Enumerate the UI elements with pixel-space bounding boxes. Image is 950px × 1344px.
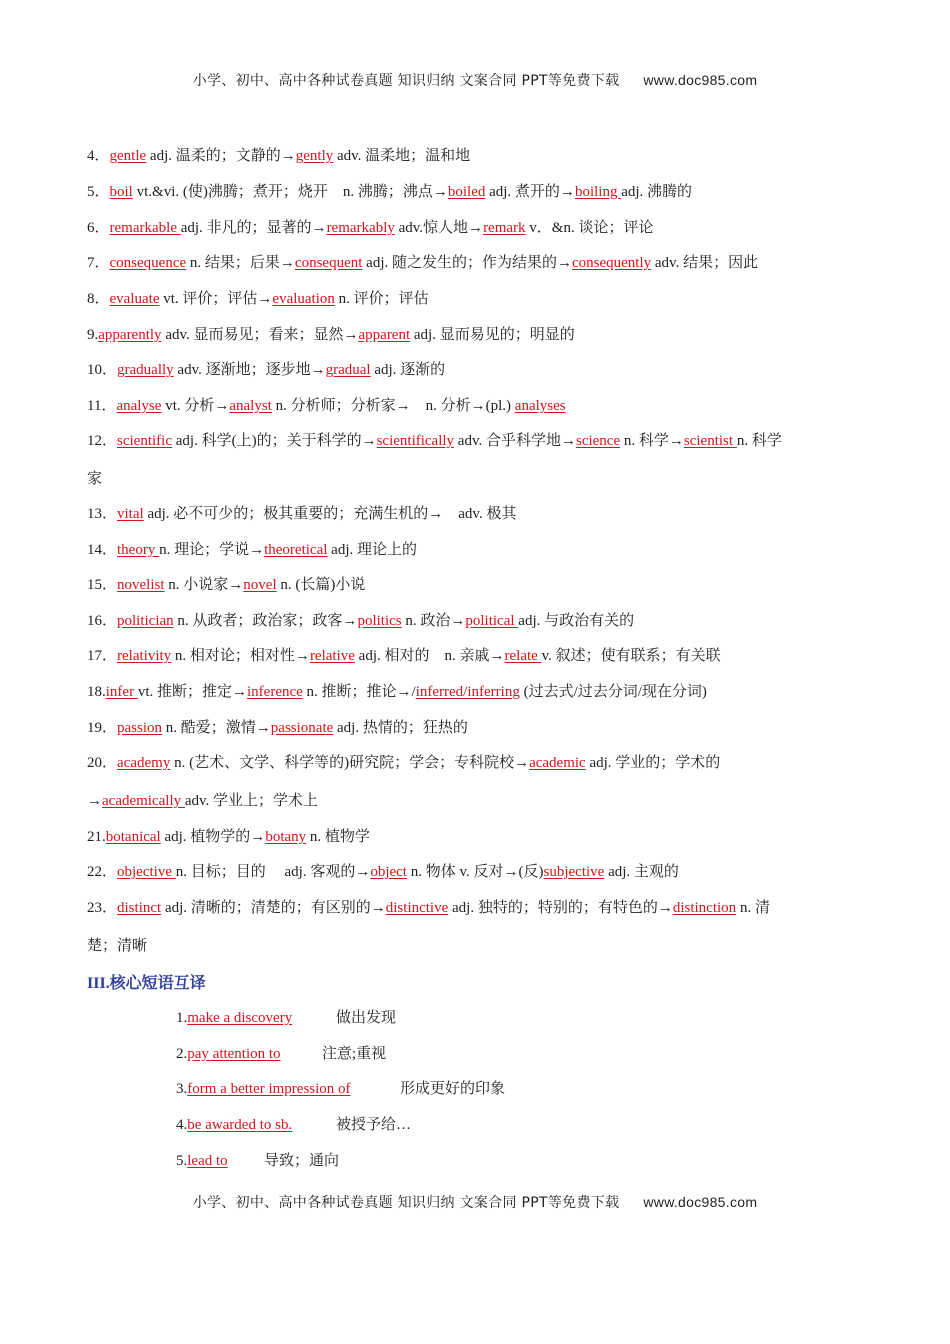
answer-word: remarkably: [326, 220, 395, 236]
phrase-chinese: 做出发现: [336, 1010, 397, 1026]
vocab-line: [87, 718, 468, 738]
answer-word: academically: [102, 793, 185, 809]
answer-word: relate: [504, 648, 542, 664]
line-text: 19．: [87, 720, 118, 736]
answer-word: consequent: [294, 255, 363, 271]
line-text: adv. 合乎科学地→: [454, 433, 576, 449]
answer-word: analyse: [116, 398, 162, 414]
line-text: adj. 随之发生的；作为结果的→: [362, 255, 572, 271]
vocab-line: [87, 753, 720, 773]
vocab-line: [87, 146, 470, 166]
line-text: adj. 科学(上)的；关于科学的→: [172, 433, 377, 449]
line-text: (过去式/过去分词/现在分词): [519, 684, 707, 700]
footer-text: 小学、初中、高中各种试卷真题 知识归纳 文案合同 PPT等免费下载: [192, 1195, 620, 1211]
answer-word: gentle: [109, 148, 147, 164]
line-text: n. 政治→: [401, 613, 466, 629]
answer-word: analyses: [514, 398, 566, 414]
line-text: adv. 温柔地；温和地: [333, 148, 471, 164]
phrase-number: 3.: [176, 1081, 188, 1097]
line-text: adj. 热情的；狂热的: [333, 720, 468, 736]
line-text: 20．: [87, 755, 118, 771]
phrase-number: 2.: [176, 1046, 188, 1062]
answer-word: gently: [295, 148, 334, 164]
line-text: vt. 分析→: [161, 398, 230, 414]
line-text: adj. 煮开的→: [485, 184, 575, 200]
line-text: 6．: [87, 220, 110, 236]
vocab-line: [87, 360, 445, 380]
phrase-number: 5.: [176, 1153, 188, 1169]
answer-word: academic: [529, 755, 586, 771]
section-heading: III.核心短语互译: [87, 975, 206, 992]
answer-word: boil: [109, 184, 133, 200]
page-header: [0, 70, 950, 90]
line-text: vt. 推断；推定→: [137, 684, 247, 700]
line-text: n. 酷爱；激情→: [162, 720, 271, 736]
vocab-line: [87, 540, 417, 560]
line-text: 15．: [87, 577, 118, 593]
answer-word: analyst: [229, 398, 272, 414]
phrase-english: lead to: [187, 1153, 228, 1169]
line-text: adv. 学业上；学术上: [184, 793, 319, 809]
answer-word: politician: [117, 613, 174, 629]
line-text: 4．: [87, 148, 110, 164]
phrase-english: be awarded to sb.: [187, 1117, 293, 1133]
answer-word: inferred/inferring: [415, 684, 520, 700]
vocab-line: [87, 504, 516, 524]
vocab-line: [87, 469, 102, 489]
phrase-english: form a better impression of: [187, 1081, 351, 1097]
line-text: n. 推断；推论→/: [302, 684, 416, 700]
phrase-item: [176, 1008, 397, 1028]
answer-word: remark: [483, 220, 526, 236]
phrase-english: pay attention to: [187, 1046, 281, 1062]
answer-word: distinction: [672, 900, 737, 916]
answer-word: object: [370, 864, 407, 880]
line-text: 16．: [87, 613, 118, 629]
line-text: vt.&vi. (使)沸腾；煮开；烧开 n. 沸腾；沸点→: [132, 184, 448, 200]
line-text: adj. 逐渐的: [370, 362, 446, 378]
line-text: adj. 温柔的；文静的→: [146, 148, 296, 164]
phrase-item: [176, 1151, 340, 1171]
answer-word: political: [465, 613, 519, 629]
answer-word: subjective: [543, 864, 605, 880]
vocab-line: [87, 253, 758, 273]
phrase-chinese: 注意;重视: [322, 1046, 387, 1062]
answer-word: remarkable: [109, 220, 181, 236]
phrase-chinese: 导致；通向: [264, 1153, 340, 1169]
answer-word: botany: [265, 829, 307, 845]
answer-word: academy: [117, 755, 171, 771]
vocab-line: [87, 682, 707, 702]
vocab-line: [87, 431, 782, 451]
line-text: n. 结果；后果→: [186, 255, 295, 271]
line-text: adv. 显而易见；看来；显然→: [161, 327, 359, 343]
line-text: n. (艺术、文学、科学等的)研究院；学会；专科院校→: [170, 755, 530, 771]
phrase-chinese: 形成更好的印象: [400, 1081, 506, 1097]
line-text: adj. 主观的: [604, 864, 679, 880]
vocab-line: [87, 611, 634, 631]
line-text: n. 植物学: [306, 829, 370, 845]
line-text: v．&n. 谈论；评论: [525, 220, 654, 236]
answer-word: gradually: [117, 362, 174, 378]
answer-word: distinct: [117, 900, 162, 916]
line-text: 8．: [87, 291, 110, 307]
line-text: adv. 逐渐地；逐步地→: [173, 362, 326, 378]
answer-word: relativity: [117, 648, 172, 664]
phrase-item: [176, 1079, 506, 1099]
line-text: n. 科学: [736, 433, 782, 449]
line-text: adj. 独特的；特别的；有特色的→: [448, 900, 673, 916]
vocab-line: [87, 898, 770, 918]
vocab-line: [87, 646, 721, 666]
vocab-line: [87, 325, 575, 345]
line-text: n. (长篇)小说: [276, 577, 366, 593]
answer-word: scientist: [683, 433, 737, 449]
line-text: adj. 非凡的；显著的→: [180, 220, 327, 236]
answer-word: gradual: [325, 362, 371, 378]
answer-word: novel: [243, 577, 277, 593]
line-text: 12．: [87, 433, 118, 449]
line-text: 14．: [87, 542, 118, 558]
answer-word: boiled: [447, 184, 486, 200]
line-text: n. 理论；学说→: [159, 542, 265, 558]
answer-word: evaluate: [109, 291, 160, 307]
vocab-line: [87, 218, 653, 238]
line-text: n. 分析师；分析家→ n. 分析→(pl.): [271, 398, 515, 414]
phrase-english: make a discovery: [187, 1010, 293, 1026]
phrase-item: [176, 1115, 412, 1135]
line-text: n. 物体 v. 反对→(反): [406, 864, 544, 880]
line-text: 9.: [87, 327, 99, 343]
line-text: n. 评价；评估: [334, 291, 429, 307]
line-text: n. 从政者；政治家；政客→: [173, 613, 358, 629]
line-text: →: [87, 793, 102, 809]
answer-word: politics: [357, 613, 402, 629]
line-text: 22．: [87, 864, 118, 880]
vocab-line: [87, 289, 429, 309]
line-text: 11．: [87, 398, 117, 414]
answer-word: scientifically: [376, 433, 455, 449]
line-text: adj. 相对的 n. 亲戚→: [354, 648, 505, 664]
answer-word: relative: [309, 648, 355, 664]
vocab-line: [87, 182, 692, 202]
line-text: 23．: [87, 900, 118, 916]
answer-word: vital: [117, 506, 144, 522]
phrase-chinese: 被授予给…: [336, 1117, 412, 1133]
line-text: 7．: [87, 255, 110, 271]
line-text: n. 科学→: [620, 433, 684, 449]
header-site: www.doc985.com: [643, 72, 758, 88]
line-text: 楚；清晰: [87, 938, 148, 954]
phrase-number: 1.: [176, 1010, 188, 1026]
line-text: 21.: [87, 829, 106, 845]
answer-word: objective: [117, 864, 176, 880]
line-text: n. 目标；目的 adj. 客观的→: [175, 864, 371, 880]
header-text: 小学、初中、高中各种试卷真题 知识归纳 文案合同 PPT等免费下载: [192, 73, 620, 89]
line-text: adv.惊人地→: [394, 220, 484, 236]
answer-word: evaluation: [272, 291, 335, 307]
answer-word: distinctive: [385, 900, 449, 916]
line-text: 5．: [87, 184, 110, 200]
answer-word: consequently: [571, 255, 652, 271]
line-text: adj. 沸腾的: [621, 184, 693, 200]
answer-word: inference: [247, 684, 303, 700]
answer-word: science: [575, 433, 621, 449]
answer-word: scientific: [117, 433, 172, 449]
line-text: n. 相对论；相对性→: [171, 648, 310, 664]
answer-word: passionate: [270, 720, 334, 736]
answer-word: apparently: [98, 327, 162, 343]
answer-word: botanical: [105, 829, 161, 845]
line-text: vt. 评价；评估→: [159, 291, 273, 307]
line-text: adj. 显而易见的；明显的: [410, 327, 575, 343]
line-text: adj. 清晰的；清楚的；有区别的→: [161, 900, 386, 916]
answer-word: infer: [105, 684, 138, 700]
answer-word: apparent: [358, 327, 411, 343]
phrase-number: 4.: [176, 1117, 188, 1133]
line-text: 18.: [87, 684, 106, 700]
footer-site: www.doc985.com: [643, 1194, 758, 1210]
vocab-line: [87, 936, 147, 956]
answer-word: passion: [117, 720, 163, 736]
answer-word: theoretical: [264, 542, 328, 558]
line-text: 13．: [87, 506, 118, 522]
phrase-item: [176, 1044, 387, 1064]
line-text: adj. 学业的；学术的: [585, 755, 721, 771]
line-text: adj. 必不可少的；极其重要的；充满生机的→ adv. 极其: [143, 506, 517, 522]
line-text: n. 小说家→: [164, 577, 244, 593]
line-text: 10．: [87, 362, 118, 378]
line-text: 17．: [87, 648, 118, 664]
line-text: adj. 与政治有关的: [518, 613, 635, 629]
vocab-line: [87, 396, 566, 416]
line-text: adv. 结果；因此: [651, 255, 759, 271]
vocab-line: [87, 862, 679, 882]
page-footer: [0, 1192, 950, 1212]
answer-word: boiling: [574, 184, 622, 200]
line-text: n. 清: [736, 900, 770, 916]
answer-word: consequence: [109, 255, 187, 271]
vocab-line: [87, 791, 318, 811]
answer-word: novelist: [117, 577, 165, 593]
vocab-line: [87, 827, 370, 847]
line-text: adj. 理论上的: [327, 542, 417, 558]
line-text: adj. 植物学的→: [160, 829, 266, 845]
line-text: 家: [87, 471, 103, 487]
answer-word: theory: [117, 542, 160, 558]
vocab-line: [87, 575, 365, 595]
line-text: v. 叙述；使有联系；有关联: [541, 648, 721, 664]
